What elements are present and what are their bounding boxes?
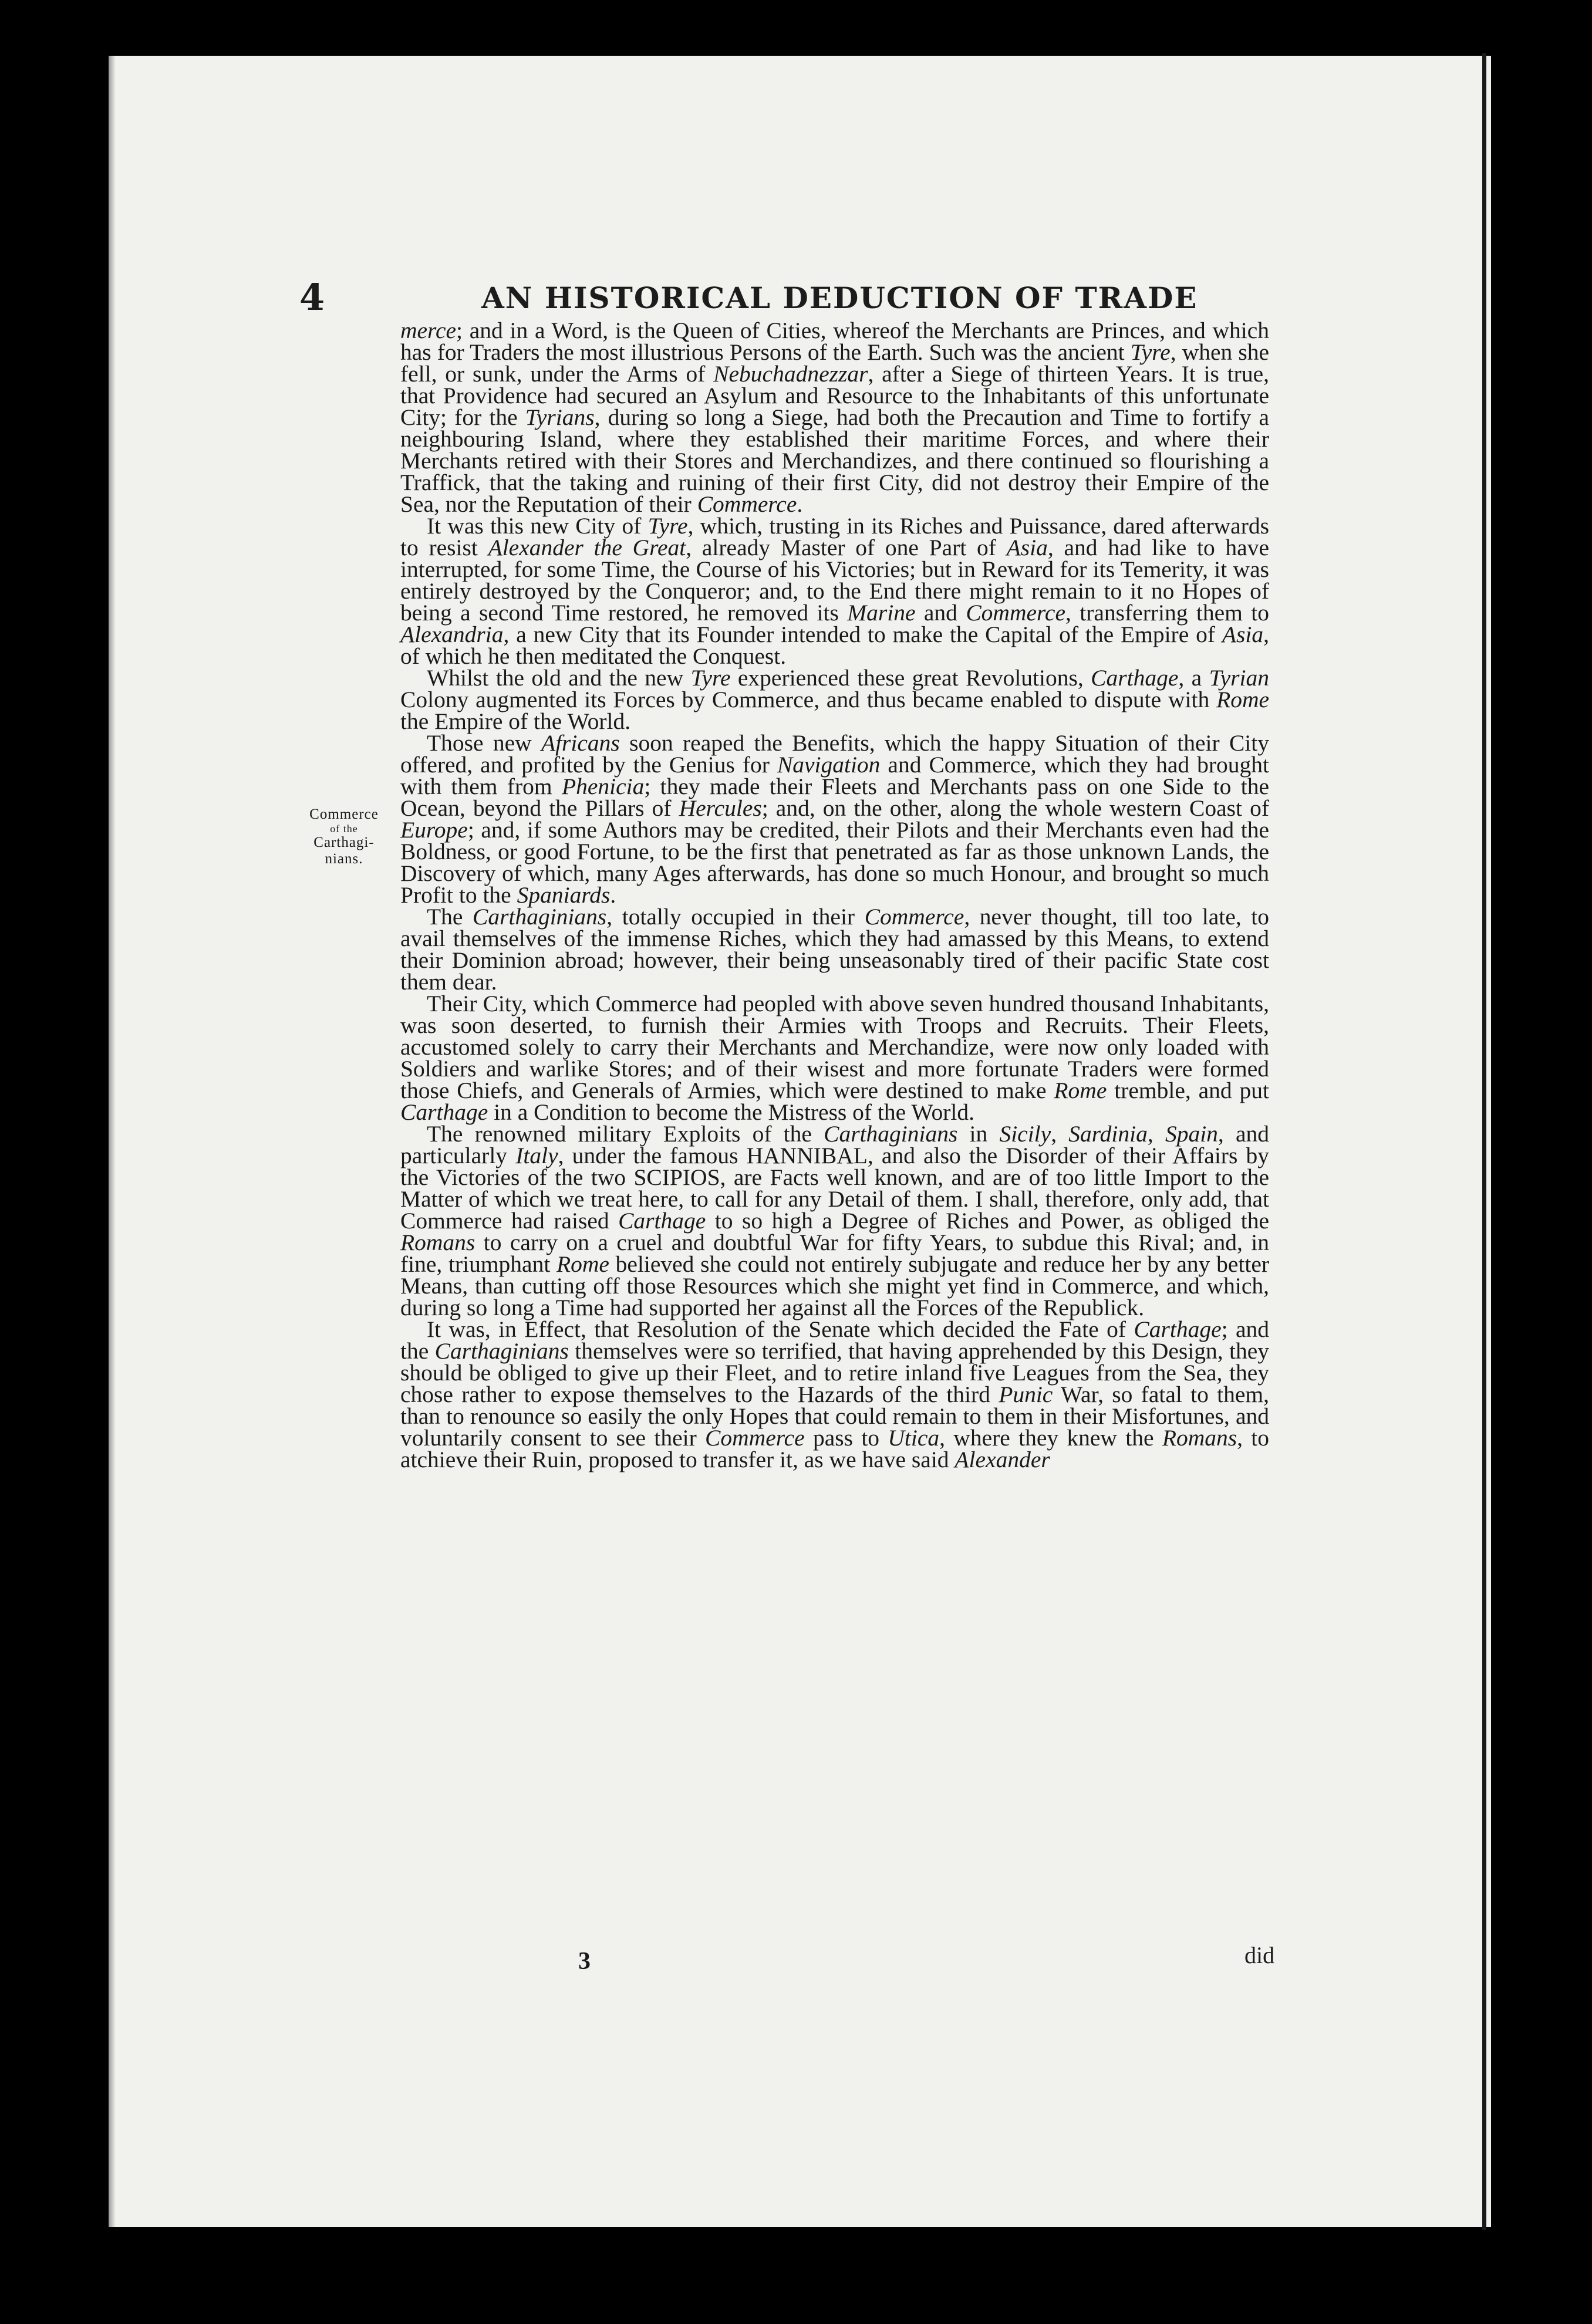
text-run: ; and in a Word, is the Queen of Cities, whereof the Merchants are Princes, and which has for Traders the most illustrious Persons of the Earth. Such was the ancient: [400, 317, 1269, 365]
italic-run: Alexander: [954, 1447, 1050, 1472]
italic-run: Romans: [1162, 1425, 1237, 1451]
text-run: Their City, which Commerce had peopled with above seven hundred thousand Inhabitants, was soon deserted, to furnish their Armies with Troops and Recruits. Their Fleets, accustomed solely to carry their Merchants and Merchandize, were now only loaded with Soldiers and warlike Stores; and of their wisest and more fortunate Traders were formed those Chiefs, and Generals of Armies, which were destined to make: [400, 991, 1269, 1103]
text-run: The: [427, 904, 473, 930]
marginal-note-line: Commerce: [309, 806, 379, 822]
text-run: to so high a Degree of Riches and Power, as obliged the: [706, 1208, 1269, 1234]
marginal-note-line: nians.: [325, 851, 363, 867]
italic-run: merce: [400, 317, 457, 343]
text-run: , which, trusting in its Riches and Puissance, dared afterwards to resist: [400, 513, 1269, 560]
text-run: ,: [1051, 1121, 1069, 1147]
paragraph: [400, 317, 1269, 517]
italic-run: Rome: [1216, 687, 1269, 712]
italic-run: Utica: [888, 1425, 940, 1451]
text-run: ,: [1147, 1121, 1165, 1147]
italic-run: Africans: [541, 730, 620, 756]
text-run: It was this new City of: [427, 513, 648, 539]
text-run: Whilst the old and the new: [427, 665, 691, 691]
text-run: to carry on a cruel and doubtful War for fifty Years, to subdue this Rival; and, in fine, triumphant: [400, 1229, 1269, 1277]
italic-run: Alexandria: [400, 621, 504, 647]
text-run: the Empire of the World.: [400, 708, 631, 734]
italic-run: Tyrians: [525, 404, 595, 430]
text-run: Colony augmented its Forces by Commerce, and thus became enabled to dispute with: [400, 687, 1217, 712]
italic-run: Asia: [1222, 621, 1264, 647]
catchword: did: [1244, 1942, 1275, 1968]
page-number: 4: [299, 276, 325, 319]
italic-run: Carthage: [1091, 665, 1179, 691]
text-run: .: [610, 882, 616, 908]
italic-run: Commerce: [864, 904, 964, 930]
adjacent-page-edge: [1482, 53, 1486, 2230]
italic-run: Carthage: [618, 1208, 706, 1234]
italic-run: Sicily: [999, 1121, 1051, 1147]
italic-run: Alexander the Great: [488, 535, 686, 560]
italic-run: Phenicia: [561, 773, 645, 799]
text-run: , after a Siege of thirteen Years. It is true, that Providence had secured an Asylum and Resource to the Inhabitants of this unfortunate City; for the: [400, 361, 1269, 430]
text-run: , to atchieve their Ruin, proposed to transfer it, as we have said: [400, 1425, 1269, 1472]
text-run: in: [957, 1121, 1000, 1147]
text-run: ; and, if some Authors may be credited, their Pilots and their Merchants even had the Boldness, or good Fortune, to be the first that penetrated as far as those unknown Lands, the Discovery of which, many Ages afterwards, has done so much Honour, and brought so much Profit to the: [400, 817, 1269, 908]
italic-run: Rome: [556, 1251, 609, 1277]
italic-run: Europe: [400, 817, 468, 843]
italic-run: Rome: [1054, 1077, 1107, 1103]
text-run: War, so fatal to them, than to renounce so easily the only Hopes that could remain to them in their Misfortunes, and voluntarily consent to see their: [400, 1381, 1269, 1451]
italic-run: Romans: [400, 1229, 475, 1255]
text-run: believed she could not entirely subjugate and reduce her by any better Means, than cutting off those Resources which she might yet find in Commerce, and which, during so long a Time had supported her against all the Forces of the Republick.: [400, 1251, 1270, 1320]
text-run: , totally occupied in their: [606, 904, 865, 930]
text-run: in a Condition to become the Mistress of the World.: [488, 1099, 975, 1125]
marginal-note: [292, 806, 396, 867]
italic-run: Italy: [515, 1143, 558, 1168]
body-text: [400, 317, 1270, 1472]
italic-run: Tyre: [1130, 339, 1171, 365]
text-run: , when she fell, or sunk, under the Arms of: [400, 339, 1269, 387]
text-run: soon reaped the Benefits, which the happy Situation of their City offered, and profited by the Genius for: [400, 730, 1269, 778]
text-run: , a new City that its Founder intended to make the Capital of the Empire of: [503, 621, 1222, 647]
text-run: , transferring them to: [1065, 600, 1269, 626]
text-run: and Commerce, which they had brought with them from: [400, 752, 1269, 799]
paragraph: [400, 667, 1269, 732]
running-head: AN HISTORICAL DEDUCTION OF TRADE: [481, 281, 1198, 315]
text-run: ; they made their Fleets and Merchants pass on one Side to the Ocean, beyond the Pillars of: [400, 773, 1269, 821]
text-run: pass to: [804, 1425, 888, 1451]
text-run: ; and, on the other, along the whole western Coast of: [761, 795, 1270, 821]
italic-run: Punic: [999, 1381, 1053, 1407]
italic-run: Nebuchadnezzar: [713, 361, 868, 387]
text-run: experienced these great Revolutions,: [730, 665, 1091, 691]
page-gutter-shadow: [109, 56, 116, 2227]
italic-run: Carthaginians: [824, 1121, 958, 1147]
text-run: Those new: [427, 730, 541, 756]
signature-mark: 3: [578, 1948, 591, 1975]
text-run: ; and the: [400, 1316, 1269, 1364]
text-run: , under the famous HANNIBAL, and also the Disorder of their Affairs by the Victories of the two SCIPIOS, are Facts well known, and are of too little Import to the Matter of which we treat here, to call for any Detail of them. I shall, therefore, only add, that Commerce had raised: [400, 1143, 1269, 1234]
italic-run: Carthaginians: [434, 1338, 569, 1364]
marginal-note-line: Carthagi-: [313, 835, 375, 850]
paragraph: [400, 993, 1269, 1123]
text-run: and: [915, 600, 966, 626]
paragraph: [400, 732, 1269, 906]
italic-run: Carthaginians: [473, 904, 607, 930]
text-run: , of which he then meditated the Conquest.: [400, 621, 1269, 669]
italic-run: Tyrian: [1209, 665, 1269, 691]
italic-run: Navigation: [777, 752, 881, 778]
text-run: .: [797, 491, 803, 517]
text-run: , already Master of one Part of: [686, 535, 1007, 560]
italic-run: Hercules: [679, 795, 762, 821]
text-run: , never thought, till too late, to avail themselves of the immense Riches, which they had amassed by this Means, to extend their Dominion abroad; however, their being unseasonably tired of their pacific State cost them dear.: [400, 904, 1270, 995]
italic-run: Tyre: [690, 665, 731, 691]
text-run: , and had like to have interrupted, for some Time, the Course of his Victories; but in Reward for its Temerity, it was entirely destroyed by the Conqueror; and, to the End there might remain to it no Hopes of being a second Time restored, he removed its: [400, 535, 1269, 626]
italic-run: Spain: [1165, 1121, 1218, 1147]
text-run: tremble, and put: [1107, 1077, 1269, 1103]
text-run: It was, in Effect, that Resolution of the Senate which decided the Fate of: [427, 1316, 1134, 1342]
italic-run: Marine: [847, 600, 916, 626]
text-run: , where they knew the: [939, 1425, 1162, 1451]
text-run: , during so long a Siege, had both the Precaution and Time to fortify a neighbouring Island, where they established their maritime Forces, and where their Merchants retired with their Stores and Merchandizes, and there continued so flourishing a Traffick, that the taking and ruining of their first City, did not destroy their Empire of the Sea, nor the Reputation of their: [400, 404, 1269, 517]
italic-run: Spaniards: [517, 882, 611, 908]
italic-run: Carthage: [400, 1099, 488, 1125]
italic-run: Commerce: [966, 600, 1065, 626]
text-run: The renowned military Exploits of the: [427, 1121, 824, 1147]
italic-run: Tyre: [647, 513, 688, 539]
italic-run: Carthage: [1134, 1316, 1222, 1342]
text-run: , and particularly: [400, 1121, 1270, 1168]
text-run: themselves were so terrified, that having apprehended by this Design, they should be obliged to give up their Fleet, and to retire inland five Leagues from the Sea, they chose rather to expose themselves to the Hazards of the third: [400, 1338, 1269, 1407]
paragraph: [400, 515, 1269, 667]
text-run: , a: [1178, 665, 1209, 691]
paragraph: [400, 1123, 1269, 1319]
italic-run: Commerce: [705, 1425, 805, 1451]
paragraph: [400, 906, 1269, 993]
italic-run: Sardinia: [1068, 1121, 1148, 1147]
italic-run: Asia: [1006, 535, 1048, 560]
italic-run: Commerce: [697, 491, 797, 517]
marginal-note-line: of the: [330, 823, 358, 835]
paragraph: [400, 1316, 1269, 1472]
